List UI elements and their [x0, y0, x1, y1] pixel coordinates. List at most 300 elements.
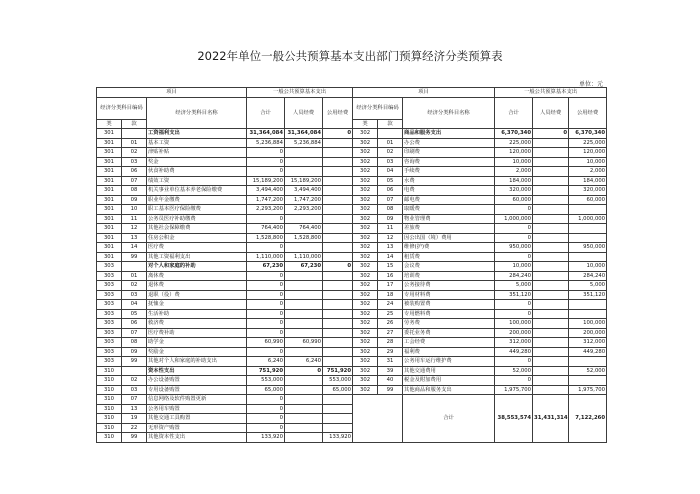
left-public-cell: 65,000	[323, 385, 353, 395]
left-kuan-cell: 11	[122, 214, 147, 224]
right-name-cell: 会议费	[403, 262, 495, 272]
right-kuan-cell: 39	[378, 366, 403, 376]
left-lei-cell: 301	[97, 129, 122, 139]
right-public-cell: 60,000	[569, 195, 607, 205]
right-lei-cell: 302	[353, 262, 378, 272]
right-total-cell: 2,000	[495, 167, 533, 177]
left-lei-cell: 303	[97, 338, 122, 348]
right-total-cell: 100,000	[495, 319, 533, 329]
left-lei-cell: 303	[97, 300, 122, 310]
right-name-cell: 专用燃料费	[403, 309, 495, 319]
header-item-right: 项目	[353, 88, 495, 98]
header-public-left: 公用经费	[323, 97, 353, 129]
right-public-cell: 52,000	[569, 366, 607, 376]
left-total-cell: 0	[247, 214, 285, 224]
left-total-cell: 6,240	[247, 357, 285, 367]
right-personnel-cell	[533, 338, 569, 348]
table-row	[97, 224, 607, 234]
left-total-cell: 0	[247, 404, 285, 414]
right-kuan-cell: 02	[378, 148, 403, 158]
right-personnel-cell	[533, 176, 569, 186]
left-personnel-cell	[285, 347, 323, 357]
header-public-right: 公用经费	[569, 97, 607, 129]
table-row	[97, 347, 607, 357]
left-lei-cell: 301	[97, 157, 122, 167]
left-total-cell: 133,920	[247, 433, 285, 443]
left-total-cell: 0	[247, 290, 285, 300]
left-personnel-cell: 1,110,000	[285, 252, 323, 262]
right-public-cell: 2,000	[569, 167, 607, 177]
right-public-cell: 184,000	[569, 176, 607, 186]
right-public-cell	[569, 309, 607, 319]
left-name-cell: 助学金	[147, 338, 247, 348]
right-lei-cell: 302	[353, 167, 378, 177]
right-total-cell: 0	[495, 205, 533, 215]
right-name-cell: 被装购置费	[403, 300, 495, 310]
left-name-cell: 退职（役）费	[147, 290, 247, 300]
table-row	[97, 195, 607, 205]
left-personnel-cell	[285, 376, 323, 386]
left-name-cell: 公务用车购置	[147, 404, 247, 414]
left-name-cell: 医疗费	[147, 243, 247, 253]
left-public-cell: 133,920	[323, 433, 353, 443]
right-total-cell: 284,240	[495, 271, 533, 281]
left-kuan-cell: 01	[122, 271, 147, 281]
header-personnel-left: 人员经费	[285, 97, 323, 129]
left-personnel-cell	[285, 404, 323, 414]
table-row	[97, 252, 607, 262]
left-kuan-cell: 03	[122, 157, 147, 167]
right-public-cell: 1,000,000	[569, 214, 607, 224]
left-kuan-cell: 06	[122, 167, 147, 177]
left-total-cell: 65,000	[247, 385, 285, 395]
header-kuan-right: 款	[378, 119, 403, 129]
right-personnel-cell	[533, 214, 569, 224]
left-lei-cell: 310	[97, 404, 122, 414]
left-lei-cell: 310	[97, 376, 122, 386]
left-lei-cell: 303	[97, 290, 122, 300]
right-personnel-cell	[533, 366, 569, 376]
left-personnel-cell	[285, 433, 323, 443]
right-kuan-cell: 07	[378, 195, 403, 205]
right-public-cell	[569, 376, 607, 386]
right-name-cell: 取暖费	[403, 205, 495, 215]
right-kuan-cell: 06	[378, 186, 403, 196]
table-row	[97, 338, 607, 348]
left-public-cell	[323, 357, 353, 367]
right-lei-cell: 302	[353, 271, 378, 281]
header-personnel-right: 人员经费	[533, 97, 569, 129]
right-personnel-cell	[533, 290, 569, 300]
left-lei-cell: 303	[97, 262, 122, 272]
left-personnel-cell	[285, 281, 323, 291]
right-total-cell: 320,000	[495, 186, 533, 196]
right-total-cell: 0	[495, 300, 533, 310]
left-total-cell: 1,528,800	[247, 233, 285, 243]
right-name-cell: 其他交通费用	[403, 366, 495, 376]
left-public-cell	[323, 252, 353, 262]
right-lei-cell: 302	[353, 376, 378, 386]
left-kuan-cell: 22	[122, 423, 147, 433]
right-total-cell: 0	[495, 357, 533, 367]
right-lei-cell: 302	[353, 224, 378, 234]
left-name-cell: 其他资本性支出	[147, 433, 247, 443]
left-kuan-cell: 06	[122, 319, 147, 329]
left-lei-cell: 301	[97, 138, 122, 148]
left-total-cell: 0	[247, 328, 285, 338]
table-row	[97, 233, 607, 243]
right-lei-cell: 302	[353, 157, 378, 167]
left-name-cell: 专用设备购置	[147, 385, 247, 395]
right-total-cell: 10,000	[495, 262, 533, 272]
right-name-cell: 差旅费	[403, 224, 495, 234]
page-title: 2022年单位一般公共预算基本支出部门预算经济分类预算表	[197, 49, 503, 63]
header-row-1	[97, 88, 607, 98]
left-personnel-cell	[285, 423, 323, 433]
left-name-cell: 职工基本医疗保险缴费	[147, 205, 247, 215]
right-lei-cell: 302	[353, 300, 378, 310]
right-public-cell	[569, 205, 607, 215]
left-kuan-cell	[122, 262, 147, 272]
table-row	[97, 176, 607, 186]
left-total-cell: 0	[247, 319, 285, 329]
left-kuan-cell: 07	[122, 395, 147, 405]
left-total-cell: 0	[247, 148, 285, 158]
left-name-cell: 其他对个人和家庭的补助支出	[147, 357, 247, 367]
left-lei-cell: 301	[97, 148, 122, 158]
table-row	[97, 366, 607, 376]
right-total-cell: 120,000	[495, 148, 533, 158]
table-row	[97, 395, 607, 405]
left-public-cell	[323, 205, 353, 215]
left-public-cell	[323, 224, 353, 234]
left-total-cell: 5,236,884	[247, 138, 285, 148]
right-total-cell: 312,000	[495, 338, 533, 348]
right-kuan-cell: 11	[378, 224, 403, 234]
left-kuan-cell: 03	[122, 385, 147, 395]
left-lei-cell: 303	[97, 328, 122, 338]
header-econ-code-left: 经济分类科目编码	[97, 97, 147, 119]
right-lei-cell: 302	[353, 176, 378, 186]
left-lei-cell: 301	[97, 214, 122, 224]
right-total-cell: 5,000	[495, 281, 533, 291]
right-name-cell: 印刷费	[403, 148, 495, 158]
left-name-cell: 奖励金	[147, 347, 247, 357]
left-total-cell: 0	[247, 423, 285, 433]
left-lei-cell: 310	[97, 433, 122, 443]
right-kuan-cell: 01	[378, 138, 403, 148]
left-name-cell: 无形资产购置	[147, 423, 247, 433]
right-public-cell	[569, 252, 607, 262]
left-public-cell	[323, 319, 353, 329]
left-personnel-cell: 60,990	[285, 338, 323, 348]
right-personnel-cell	[533, 271, 569, 281]
right-total-cell: 950,000	[495, 243, 533, 253]
left-total-cell: 15,189,200	[247, 176, 285, 186]
right-personnel-cell	[533, 205, 569, 215]
table-row	[97, 319, 607, 329]
header-econ-code-right: 经济分类科目编码	[353, 97, 403, 119]
right-public-cell: 284,240	[569, 271, 607, 281]
left-lei-cell: 310	[97, 423, 122, 433]
header-budget-left: 一般公共预算基本支出	[247, 88, 353, 98]
right-total-cell: 52,000	[495, 366, 533, 376]
right-kuan-cell: 12	[378, 233, 403, 243]
left-kuan-cell: 99	[122, 433, 147, 443]
left-personnel-cell: 31,364,084	[285, 129, 323, 139]
left-kuan-cell	[122, 129, 147, 139]
left-lei-cell: 303	[97, 347, 122, 357]
left-kuan-cell: 14	[122, 243, 147, 253]
right-personnel-cell	[533, 243, 569, 253]
right-kuan-cell: 08	[378, 205, 403, 215]
left-public-cell	[323, 309, 353, 319]
left-personnel-cell	[285, 414, 323, 424]
table-row	[97, 262, 607, 272]
left-public-cell	[323, 157, 353, 167]
left-kuan-cell: 99	[122, 357, 147, 367]
right-personnel-cell	[533, 347, 569, 357]
right-name-cell: 福利费	[403, 347, 495, 357]
left-total-cell: 3,494,400	[247, 186, 285, 196]
left-kuan-cell: 19	[122, 414, 147, 424]
left-personnel-cell	[285, 300, 323, 310]
right-public-cell	[569, 357, 607, 367]
left-public-cell	[323, 404, 353, 414]
left-kuan-cell: 08	[122, 338, 147, 348]
right-public-cell: 351,120	[569, 290, 607, 300]
right-public-cell: 5,000	[569, 281, 607, 291]
grand-total-label: 合计	[403, 395, 495, 443]
left-kuan-cell: 07	[122, 176, 147, 186]
left-kuan-cell: 13	[122, 233, 147, 243]
right-kuan-cell: 27	[378, 328, 403, 338]
left-kuan-cell: 13	[122, 404, 147, 414]
header-total-right: 合计	[495, 97, 533, 129]
right-personnel-cell	[533, 157, 569, 167]
right-public-cell: 6,370,340	[569, 129, 607, 139]
header-econ-name-left: 经济分类科目名称	[147, 97, 247, 129]
right-total-cell: 351,120	[495, 290, 533, 300]
left-personnel-cell: 6,240	[285, 357, 323, 367]
table-row	[97, 148, 607, 158]
left-public-cell	[323, 281, 353, 291]
right-kuan-cell	[378, 129, 403, 139]
left-kuan-cell: 09	[122, 195, 147, 205]
left-kuan-cell: 01	[122, 138, 147, 148]
left-personnel-cell: 15,189,200	[285, 176, 323, 186]
left-public-cell: 553,000	[323, 376, 353, 386]
header-lei-left: 类	[97, 119, 122, 129]
header-lei-right: 类	[353, 119, 378, 129]
left-name-cell: 机关事业单位基本养老保险缴费	[147, 186, 247, 196]
left-public-cell	[323, 195, 353, 205]
left-total-cell: 0	[247, 395, 285, 405]
left-total-cell: 751,920	[247, 366, 285, 376]
right-name-cell: 劳务费	[403, 319, 495, 329]
table-row	[97, 357, 607, 367]
right-personnel-cell	[533, 186, 569, 196]
right-name-cell: 因公出国（境）费用	[403, 233, 495, 243]
left-personnel-cell: 1,747,200	[285, 195, 323, 205]
right-lei-cell: 302	[353, 195, 378, 205]
right-personnel-cell	[533, 357, 569, 367]
right-name-cell: 商品和服务支出	[403, 129, 495, 139]
right-lei-cell: 302	[353, 129, 378, 139]
right-public-cell: 100,000	[569, 319, 607, 329]
left-personnel-cell	[285, 319, 323, 329]
left-total-cell: 1,110,000	[247, 252, 285, 262]
left-total-cell: 553,000	[247, 376, 285, 386]
right-total-cell: 0	[495, 252, 533, 262]
table-row	[97, 186, 607, 196]
left-name-cell: 其他工资福利支出	[147, 252, 247, 262]
left-lei-cell: 303	[97, 271, 122, 281]
right-public-cell: 449,280	[569, 347, 607, 357]
left-total-cell: 0	[247, 157, 285, 167]
left-total-cell: 1,747,200	[247, 195, 285, 205]
left-lei-cell: 310	[97, 385, 122, 395]
right-public-cell: 200,000	[569, 328, 607, 338]
right-total-cell: 60,000	[495, 195, 533, 205]
left-personnel-cell: 3,494,400	[285, 186, 323, 196]
right-total-cell: 1,975,700	[495, 385, 533, 395]
left-kuan-cell: 02	[122, 281, 147, 291]
right-lei-cell: 302	[353, 205, 378, 215]
right-kuan-cell: 18	[378, 290, 403, 300]
right-public-cell	[569, 300, 607, 310]
right-public-cell	[569, 224, 607, 234]
left-personnel-cell	[285, 309, 323, 319]
right-kuan-cell: 17	[378, 281, 403, 291]
left-kuan-cell: 08	[122, 186, 147, 196]
right-name-cell: 手续费	[403, 167, 495, 177]
right-personnel-cell	[533, 319, 569, 329]
header-econ-name-right: 经济分类科目名称	[403, 97, 495, 129]
left-name-cell: 抚恤金	[147, 300, 247, 310]
right-personnel-cell	[533, 252, 569, 262]
left-personnel-cell: 5,236,884	[285, 138, 323, 148]
left-kuan-cell: 04	[122, 300, 147, 310]
left-name-cell: 生活补助	[147, 309, 247, 319]
left-total-cell: 0	[247, 347, 285, 357]
left-lei-cell: 301	[97, 167, 122, 177]
left-total-cell: 2,293,200	[247, 205, 285, 215]
left-kuan-cell: 09	[122, 347, 147, 357]
table-row	[97, 281, 607, 291]
grand-total-personnel: 31,431,314	[533, 395, 569, 443]
right-name-cell: 税金及附加费用	[403, 376, 495, 386]
right-kuan-cell: 28	[378, 338, 403, 348]
right-kuan-cell: 29	[378, 347, 403, 357]
left-public-cell	[323, 328, 353, 338]
left-public-cell: 751,920	[323, 366, 353, 376]
right-public-cell: 320,000	[569, 186, 607, 196]
right-total-cell: 449,280	[495, 347, 533, 357]
right-kuan-cell: 05	[378, 176, 403, 186]
right-total-cell: 184,000	[495, 176, 533, 186]
right-personnel-cell	[533, 224, 569, 234]
right-personnel-cell	[533, 376, 569, 386]
right-lei-cell: 302	[353, 281, 378, 291]
right-personnel-cell	[533, 328, 569, 338]
budget-table	[96, 87, 607, 443]
right-lei-cell: 302	[353, 338, 378, 348]
left-public-cell	[323, 414, 353, 424]
left-lei-cell: 310	[97, 414, 122, 424]
left-public-cell	[323, 214, 353, 224]
left-personnel-cell	[285, 243, 323, 253]
right-public-cell: 10,000	[569, 157, 607, 167]
header-item-left: 项目	[97, 88, 247, 98]
right-personnel-cell	[533, 195, 569, 205]
left-kuan-cell: 12	[122, 224, 147, 234]
left-public-cell	[323, 300, 353, 310]
left-total-cell: 764,400	[247, 224, 285, 234]
left-kuan-cell: 02	[122, 376, 147, 386]
right-total-cell: 6,370,340	[495, 129, 533, 139]
left-public-cell	[323, 271, 353, 281]
left-personnel-cell	[285, 395, 323, 405]
left-total-cell: 31,364,084	[247, 129, 285, 139]
left-lei-cell: 303	[97, 309, 122, 319]
left-public-cell	[323, 186, 353, 196]
left-kuan-cell: 02	[122, 148, 147, 158]
left-name-cell: 伙食补助费	[147, 167, 247, 177]
right-lei-cell: 302	[353, 309, 378, 319]
table-row	[97, 385, 607, 395]
left-name-cell: 信息网络及软件购置更新	[147, 395, 247, 405]
right-kuan-cell: 99	[378, 385, 403, 395]
left-name-cell: 其他社会保障缴费	[147, 224, 247, 234]
left-name-cell: 办公设备购置	[147, 376, 247, 386]
right-lei-cell: 302	[353, 385, 378, 395]
right-lei-cell: 302	[353, 233, 378, 243]
left-total-cell: 60,990	[247, 338, 285, 348]
right-personnel-cell	[533, 148, 569, 158]
right-public-cell	[569, 233, 607, 243]
right-name-cell: 邮电费	[403, 195, 495, 205]
right-lei-cell: 302	[353, 366, 378, 376]
grand-total-total: 38,553,574	[495, 395, 533, 443]
right-lei-cell: 302	[353, 214, 378, 224]
right-total-cell: 1,000,000	[495, 214, 533, 224]
table-row	[97, 205, 607, 215]
left-name-cell: 公务员医疗补助缴费	[147, 214, 247, 224]
left-name-cell: 职业年金缴费	[147, 195, 247, 205]
right-total-cell: 0	[495, 233, 533, 243]
left-public-cell	[323, 148, 353, 158]
left-total-cell: 67,230	[247, 262, 285, 272]
right-name-cell: 公务接待费	[403, 281, 495, 291]
header-total-left: 合计	[247, 97, 285, 129]
left-public-cell	[323, 138, 353, 148]
right-kuan-cell: 15	[378, 262, 403, 272]
right-total-cell: 200,000	[495, 328, 533, 338]
right-lei-cell: 302	[353, 252, 378, 262]
left-public-cell	[323, 338, 353, 348]
table-row	[97, 271, 607, 281]
table-row	[97, 138, 607, 148]
right-total-cell: 10,000	[495, 157, 533, 167]
left-public-cell	[323, 167, 353, 177]
right-total-cell: 0	[495, 376, 533, 386]
right-kuan-cell: 40	[378, 376, 403, 386]
left-kuan-cell: 03	[122, 290, 147, 300]
left-lei-cell: 303	[97, 281, 122, 291]
right-kuan-cell: 09	[378, 214, 403, 224]
right-name-cell: 物业管理费	[403, 214, 495, 224]
